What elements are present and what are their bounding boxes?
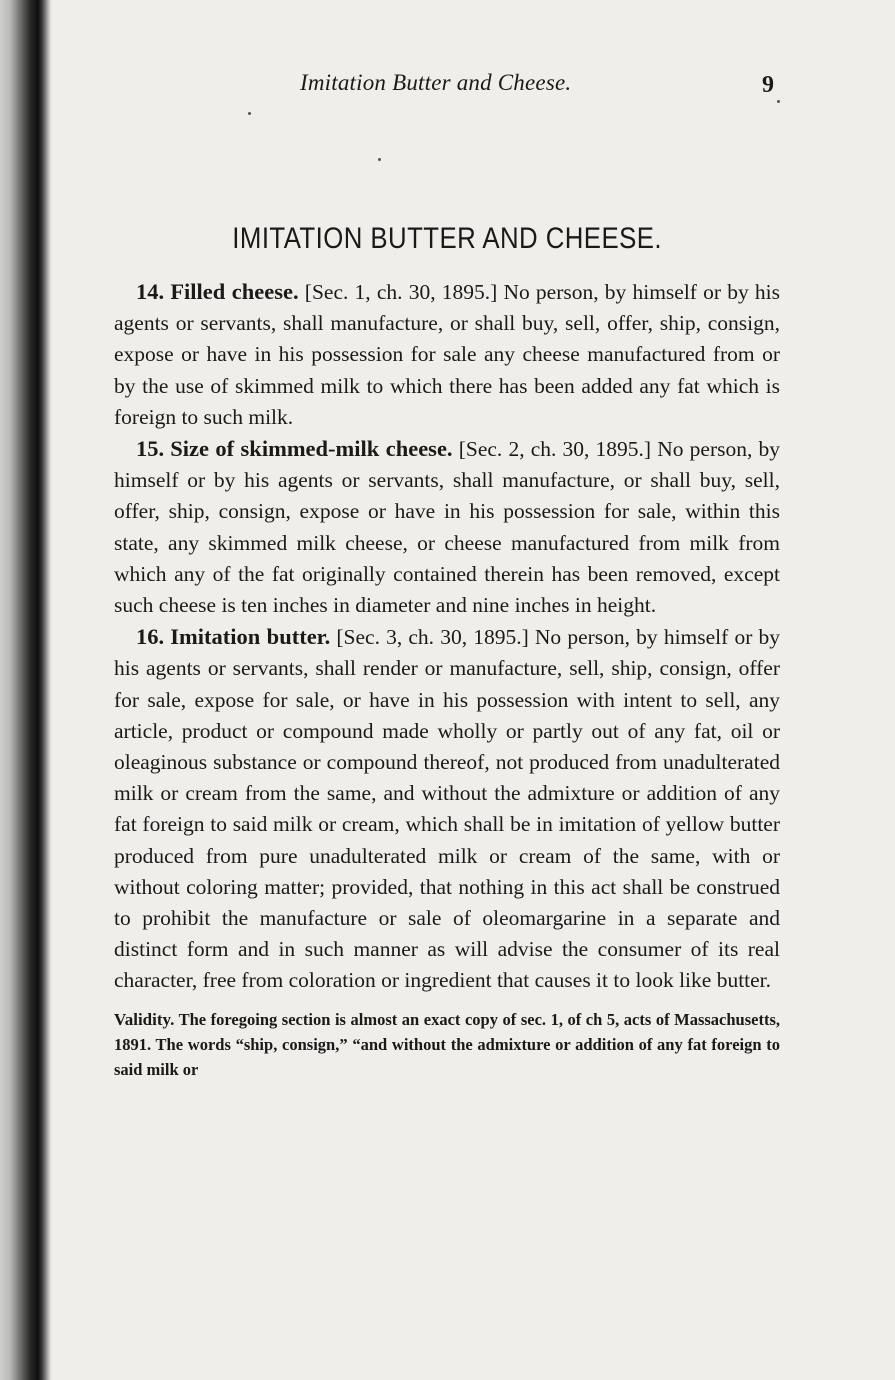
print-speck xyxy=(248,112,251,115)
section-heading: Size of skimmed-milk cheese. xyxy=(170,436,453,462)
section-15 xyxy=(114,433,780,621)
section-body: [Sec. 3, ch. 30, 1895.] No person, by himself or by his agents or servants, shall render or manufacture, sell, ship, consign, offer for sale, expose for sale, or have in his possession with intent to sell, any article, product or compound made wholly or partly out of any fat, oil or oleaginous substance or compound thereof, not produced from unadulterated milk or cream from the same, and without the admixture or addition of any fat foreign to said milk or cream, which shall be in imitation of yellow butter produced from pure unadulterated milk or cream of the same, with or without coloring matter; provided, that nothing in this act shall be construed to prohibit the manufacture or sale of oleomargarine in a separate and distinct form and in such manner as will advise the consumer of its real character, free from coloration or ingredient that causes it to look like butter. xyxy=(114,625,781,993)
running-title: Imitation Butter and Cheese. xyxy=(300,70,572,95)
section-number: 14. xyxy=(136,279,165,304)
section-number: 15. xyxy=(136,436,165,462)
section-16 xyxy=(114,621,780,996)
section-14 xyxy=(114,276,780,433)
page-binding-edge xyxy=(0,0,52,1380)
section-number: 16. xyxy=(136,624,165,650)
print-speck xyxy=(378,158,381,161)
section-body: [Sec. 1, ch. 30, 1895.] No person, by himself or by his agents or servants, shall manufacture, or shall buy, sell, offer, ship, consign, expose or have in his possession for sale any cheese manufactured from or by the use of skimmed milk to which there has been added any fat which is foreign to such milk. xyxy=(114,280,781,429)
section-heading: Imitation butter. xyxy=(170,624,331,650)
validity-note xyxy=(114,1007,780,1082)
note-heading: Validity. xyxy=(114,1009,175,1029)
chapter-title: IMITATION BUTTER AND CHEESE. xyxy=(232,222,662,255)
statute-text xyxy=(114,276,780,1082)
section-heading: Filled cheese. xyxy=(170,279,299,304)
note-body: The foregoing section is almost an exact copy of sec. 1, of ch 5, acts of Massachusetts, 1891. The words “ship, consign,” “and without the admixture or addition of any fat foreign to said milk or xyxy=(114,1009,781,1079)
print-speck xyxy=(777,100,780,103)
running-head xyxy=(0,70,895,110)
section-body: [Sec. 2, ch. 30, 1895.] No person, by himself or by his agents or servants, shall manufacture, or shall buy, sell, offer, ship, consign, expose or have in his possession for sale, within this state, any skimmed milk cheese, or cheese manufactured from milk from which any of the fat originally contained therein has been removed, except such cheese is ten inches in diameter and nine inches in height. xyxy=(114,437,780,618)
page-number: 9 xyxy=(762,72,774,98)
